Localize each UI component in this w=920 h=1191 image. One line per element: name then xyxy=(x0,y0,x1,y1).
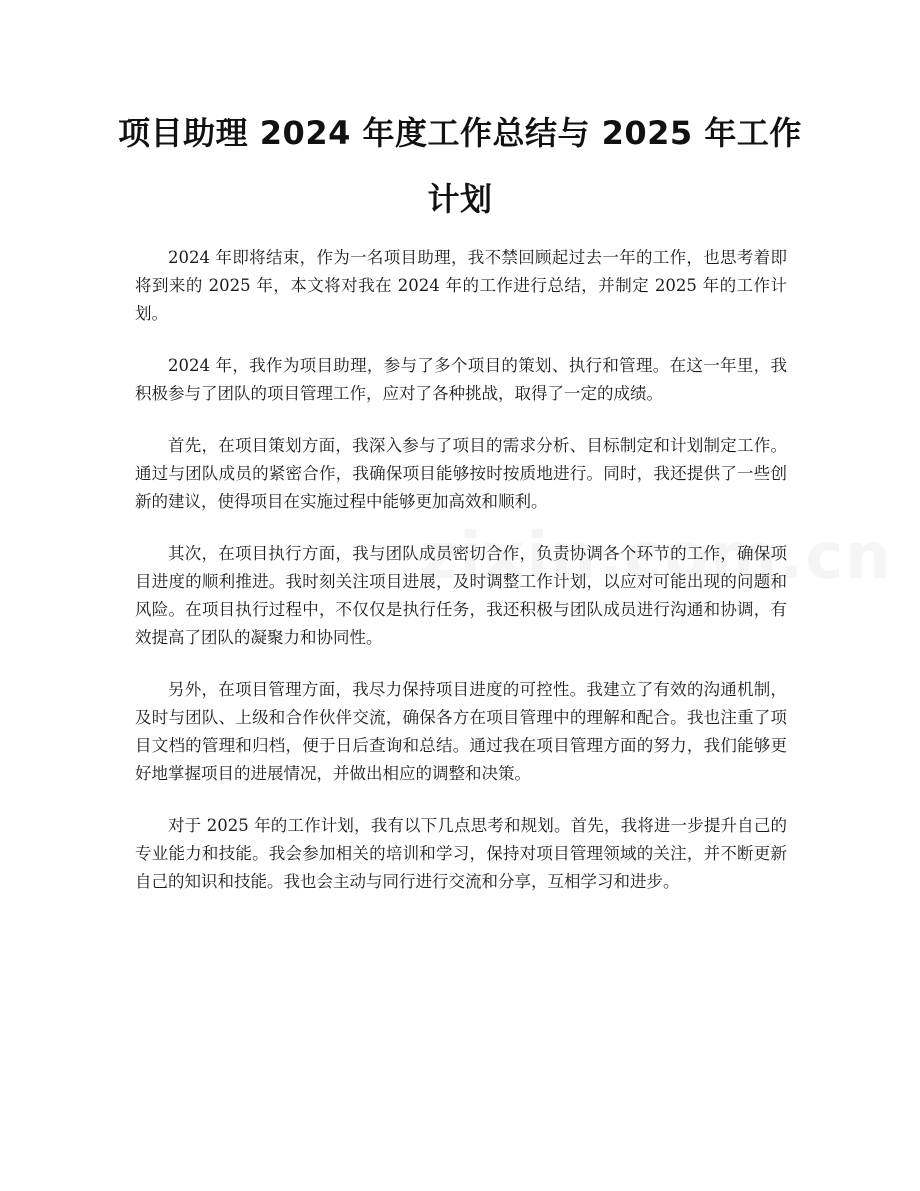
paragraph-project-execution: 其次，在项目执行方面，我与团队成员密切合作，负责协调各个环节的工作，确保项目进度的顺利推进。我时刻关注项目进展，及时调整工作计划，以应对可能出现的问题和风险。在项目执行过程中，不仅仅是执行任务，我还积极与团队成员进行沟通和协调，有效提高了团队的凝聚力和协同性。 xyxy=(135,544,787,647)
document-title: 项目助理 2024 年度工作总结与 2025 年工作计划 xyxy=(118,114,802,218)
paragraph-project-management: 另外，在项目管理方面，我尽力保持项目进度的可控性。我建立了有效的沟通机制，及时与团队、上级和合作伙伴交流，确保各方在项目管理中的理解和配合。我也注重了项目文档的管理和归档，便于日后查询和总结。通过我在项目管理方面的努力，我们能够更好地掌握项目的进展情况，并做出相应的调整和决策。 xyxy=(135,680,787,783)
paragraph-2024-overview: 2024 年，我作为项目助理，参与了多个项目的策划、执行和管理。在这一年里，我积极参与了团队的项目管理工作，应对了各种挑战，取得了一定的成绩。 xyxy=(135,356,787,403)
paragraph-2025-plan: 对于 2025 年的工作计划，我有以下几点思考和规划。首先，我将进一步提升自己的专业能力和技能。我会参加相关的培训和学习，保持对项目管理领域的关注，并不断更新自己的知识和技能。我也会主动与同行进行交流和分享，互相学习和进步。 xyxy=(135,816,787,891)
paragraph-project-planning: 首先，在项目策划方面，我深入参与了项目的需求分析、目标制定和计划制定工作。通过与团队成员的紧密合作，我确保项目能够按时按质地进行。同时，我还提供了一些创新的建议，使得项目在实施过程中能够更加高效和顺利。 xyxy=(135,436,787,511)
paragraph-intro: 2024 年即将结束，作为一名项目助理，我不禁回顾起过去一年的工作，也思考着即将到来的 2025 年，本文将对我在 2024 年的工作进行总结，并制定 2025 年的工作计划。 xyxy=(135,248,787,323)
document-body xyxy=(135,244,787,920)
